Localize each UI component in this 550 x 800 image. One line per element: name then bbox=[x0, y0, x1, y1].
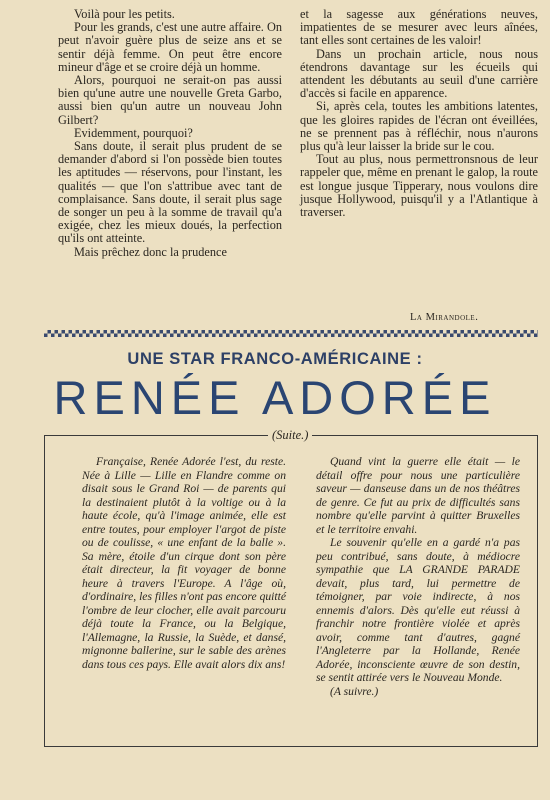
left-paragraph: Sans doute, il serait plus prudent de se demander d'abord si l'on possède bien toutes les aptitudes — réservons, pour l'instant, les qualités — que l'on s'attribue avec tant de complaisance. Sans doute, il serait plus sage de songer un peu à la somme de travail qu'a exigée, chez les mieux doués, la perfection qu'ils ont atteinte. bbox=[58, 139, 282, 246]
left-paragraph: Evidemment, pourquoi? bbox=[74, 125, 193, 140]
right-paragraph: Si, après cela, toutes les ambitions latentes, que les gloires rapides de l'écran ont éveillées, ne se prennent pas à réfléchir, nous n'aurons plus qu'à leur laisser la bride sur le cou. bbox=[300, 99, 538, 154]
box-left-column bbox=[82, 455, 286, 671]
to-be-continued: (A suivre.) bbox=[330, 684, 379, 698]
box-right-column bbox=[316, 455, 520, 698]
right-continuation: et la sagesse aux générations neuves, impatientes de se mesurer avec leurs aînées, tant elles sont certaines de les valoir! bbox=[300, 7, 538, 48]
right-paragraph: Dans un prochain article, nous nous étendrons davantage sur les écueils qui attendent les débutants au seuil d'une carrière d'accès si facile en apparence. bbox=[300, 46, 538, 101]
box-paragraph: Le souvenir qu'elle en a gardé n'a pas peu contribué, sans doute, à médiocre sympathie que LA GRANDE PARADE devait, plus tard, lui permettre de témoigner, par voie indirecte, à nos ennemis d'alors. Dès qu'elle eut réussi à franchir notre frontière violée et après avoir, comme tant d'autres, gagné l'Angleterre par la Hollande, Renée Adorée, inconsciente œuvre de son destin, se sentit attirée vers le Nouveau Monde. bbox=[316, 536, 520, 684]
right-paragraph: Tout au plus, nous permettronsnous de leur rappeler que, même en prenant le galop, la route est longue jusque Tipperary, nous voulons dire jusque Hollywood, puisqu'il y a l'Atlantique à traverser. bbox=[300, 152, 538, 220]
box-paragraph: Française, Renée Adorée l'est, du reste. Née à Lille — Lille en Flandre comme on disait sous le Grand Roi — de parents qui la destinaient plutôt à la voltige ou à la haute école, qu'à l'image animée, elle est entre toutes, pour employer l'argot de piste ou de coulisse, « une enfant de la balle ». Sa mère, étoile d'un cirque dont son père était directeur, la fit voyager de bonne heure à travers l'Europe. A l'âge où, d'ordinaire, les filles n'ont pas encore quitté l'ombre de leur clocher, elle avait parcouru déjà toute la France, ou la Belgique, l'Allemagne, la Russie, la Suède, et dansé, mignonne ballerine, sur le sable des arènes dans tous ces pays. Elle avait alors dix ans! bbox=[82, 455, 286, 671]
box-paragraph: Quand vint la guerre elle était — le détail offre pour nous une particulière saveur — danseuse dans un de nos théâtres de genre. Ce fut au prix de difficultés sans nombre qu'elle parvint à quitter Bruxelles et le territoire envahi. bbox=[316, 455, 520, 536]
left-paragraph: Pour les grands, c'est une autre affaire. On peut n'avoir guère plus de seize ans et se sentir déjà femme. On peut être encore mineur d'âge et se croire déjà un homme. bbox=[58, 20, 282, 74]
suite-label: (Suite.) bbox=[268, 428, 312, 443]
left-paragraph: Voilà pour les petits. bbox=[74, 7, 175, 21]
article-kicker: UNE STAR FRANCO-AMÉRICAINE : bbox=[127, 350, 423, 368]
checkered-divider bbox=[44, 330, 538, 337]
article-headline: RENÉE ADORÉE bbox=[53, 371, 497, 424]
left-paragraph: Mais prêchez donc la prudence bbox=[74, 244, 227, 259]
left-text-column bbox=[58, 8, 282, 259]
author-signature: La Mirandole. bbox=[410, 312, 479, 323]
left-paragraph: Alors, pourquoi ne serait-on pas aussi bien qu'une autre une nouvelle Greta Garbo, aussi bien qu'un autre un nouveau John Gilbert? bbox=[58, 73, 282, 127]
right-text-column bbox=[300, 8, 538, 219]
